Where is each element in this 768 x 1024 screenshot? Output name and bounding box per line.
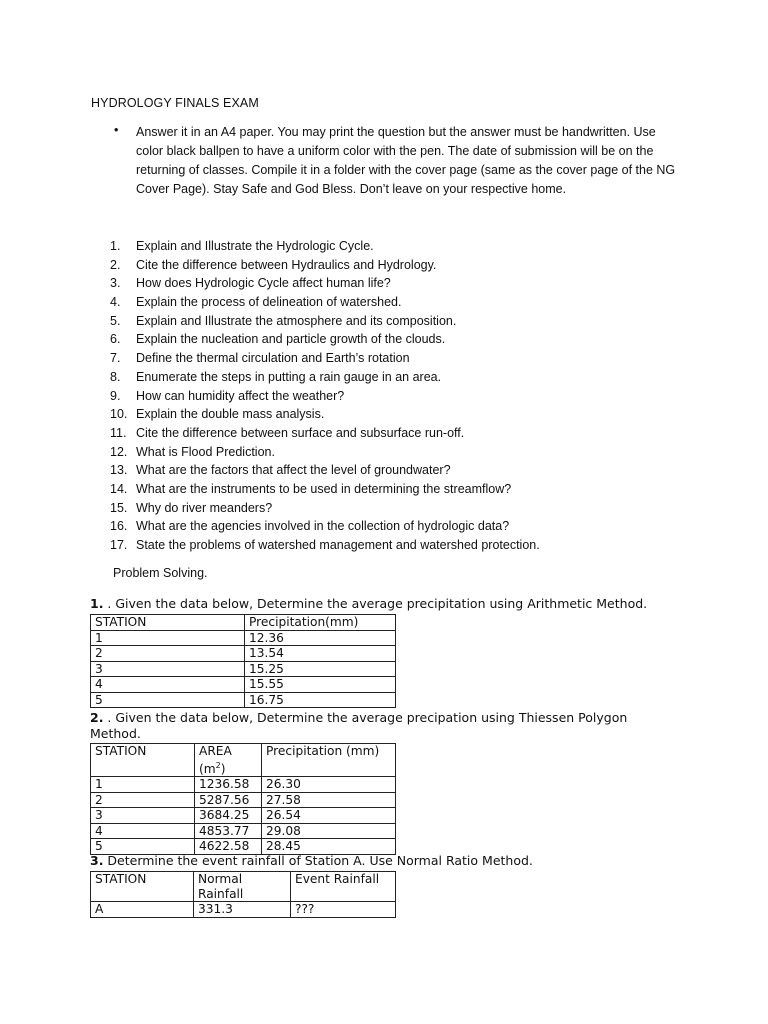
table-row: 2 5287.56 27.58: [91, 792, 396, 808]
table-row: A 331.3 ???: [91, 902, 396, 918]
table-header-cell: Event Rainfall: [291, 872, 396, 902]
table-row: 2 13.54: [91, 646, 396, 662]
problem-solving-heading: Problem Solving.: [113, 566, 208, 580]
question-item: 7. Define the thermal circulation and Earth’s rotation: [110, 351, 410, 366]
question-item: 6. Explain the nucleation and particle growth of the clouds.: [110, 332, 446, 347]
question-item: 9. How can humidity affect the weather?: [110, 388, 345, 403]
question-item: 12. What is Flood Prediction.: [110, 444, 275, 459]
bullet-glyph: •: [114, 123, 119, 137]
table-row: 1 1236.58 26.30: [91, 777, 396, 793]
problem-2-table: [90, 743, 396, 855]
table-header-row: [91, 615, 396, 631]
exam-title: HYDROLOGY FINALS EXAM: [91, 96, 259, 110]
table-row: 5 16.75: [91, 692, 396, 708]
table-header-cell: STATION: [91, 615, 245, 631]
table-row: 3 15.25: [91, 661, 396, 677]
table-header-cell: Precipitation(mm): [245, 615, 396, 631]
table-header-row: [91, 744, 396, 777]
question-item: 13. What are the factors that affect the level of groundwater?: [110, 463, 451, 478]
question-item: 4. Explain the process of delineation of watershed.: [110, 295, 402, 310]
table-header-cell: STATION: [91, 872, 194, 902]
problem-3-table: [90, 871, 396, 918]
question-list: [110, 237, 540, 555]
question-item: 15. Why do river meanders?: [110, 500, 273, 515]
table-header-cell: Precipitation (mm): [262, 744, 396, 777]
question-item: 10. Explain the double mass analysis.: [110, 407, 325, 422]
problem-2-statement: 2. . Given the data below, Determine the average precipation using Thiessen Polygon Method.: [90, 710, 628, 741]
problem-1-statement: 1. . Given the data below, Determine the average precipitation using Arithmetic Method.: [90, 596, 648, 611]
question-item: 8. Enumerate the steps in putting a rain gauge in an area.: [110, 369, 442, 384]
question-item: 3. How does Hydrologic Cycle affect human life?: [110, 276, 391, 291]
question-item: 11. Cite the difference between surface and subsurface run-off.: [110, 425, 465, 440]
question-item: 14. What are the instruments to be used in determining the streamflow?: [110, 481, 512, 496]
table-row: 5 4622.58 28.45: [91, 839, 396, 855]
instructions-text: Answer it in an A4 paper. You may print the question but the answer must be handwritten. Use color black ballpen to have a uniform color with the pen. The date of submission will be on the returning of classes. Compile it in a folder with the cover page (same as the cover page of the NG Cover Page). Stay Safe and God Bless. Don’t leave on your respective home.: [136, 125, 676, 196]
table-header-cell: AREA $(m^2)$: [195, 744, 262, 777]
question-item: 16. What are the agencies involved in the collection of hydrologic data?: [110, 519, 510, 534]
question-item: 2. Cite the difference between Hydraulics and Hydrology.: [110, 257, 437, 272]
question-item: 17. State the problems of watershed management and watershed protection.: [110, 538, 540, 552]
question-item: 5. Explain and Illustrate the atmosphere and its composition.: [110, 313, 457, 328]
table-header-cell: STATION: [91, 744, 195, 777]
problem-1-table: [90, 614, 396, 708]
table-row: 1 12.36: [91, 630, 396, 646]
table-header-row: [91, 872, 396, 902]
question-item: 1. Explain and Illustrate the Hydrologic Cycle.: [110, 239, 374, 253]
problem-3-statement: 3. Determine the event rainfall of Station A. Use Normal Ratio Method.: [90, 853, 533, 868]
table-row: 4 15.55: [91, 677, 396, 693]
table-header-cell: Normal Rainfall: [194, 872, 291, 902]
table-row: 3 3684.25 26.54: [91, 808, 396, 824]
table-row: 4 4853.77 29.08: [91, 823, 396, 839]
